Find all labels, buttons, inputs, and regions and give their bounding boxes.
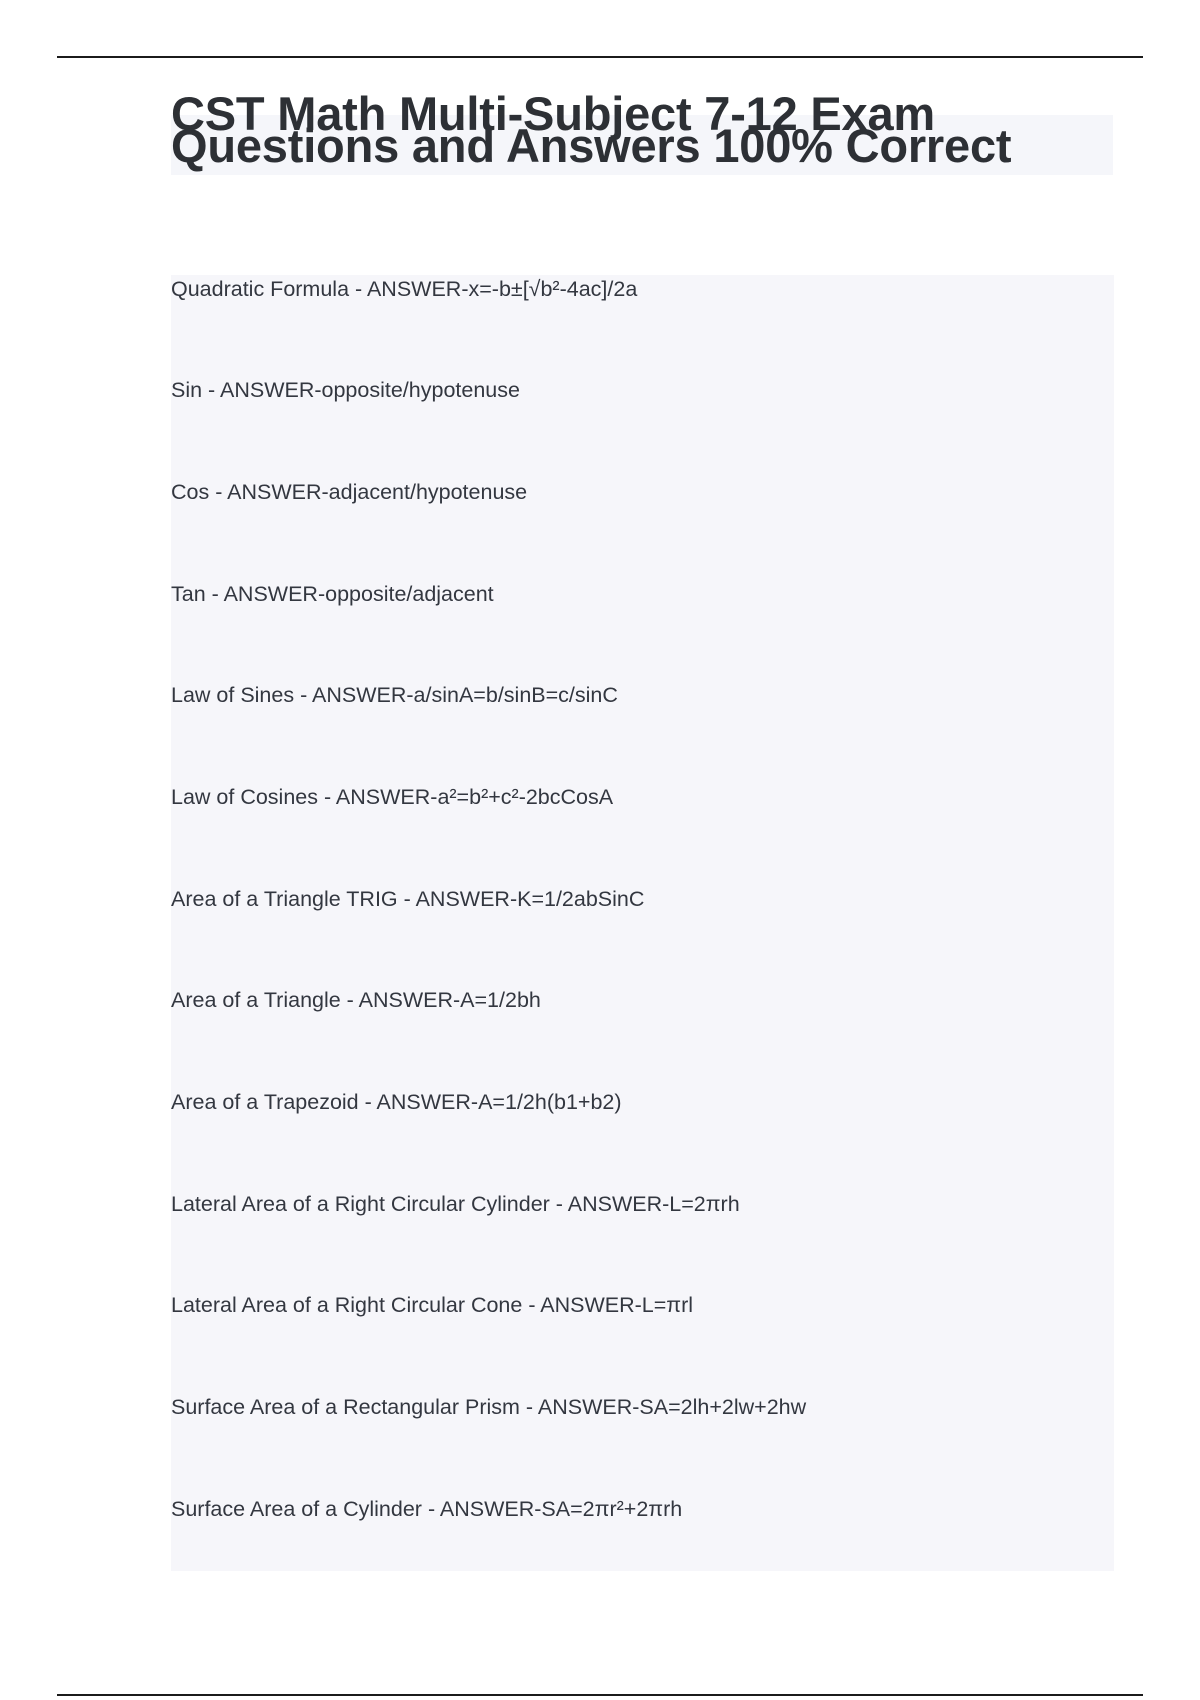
qa-item-area-triangle-trig: Area of a Triangle TRIG - ANSWER-K=1/2abSinC: [171, 887, 645, 911]
qa-item-law-of-sines: Law of Sines - ANSWER-a/sinA=b/sinB=c/sinC: [171, 683, 618, 707]
qa-item-surface-area-prism: Surface Area of a Rectangular Prism - ANSWER-SA=2lh+2lw+2hw: [171, 1395, 807, 1419]
qa-item-quadratic-formula: Quadratic Formula - ANSWER-x=-b±[√b²-4ac]/2a: [171, 277, 638, 301]
qa-item-area-triangle: Area of a Triangle - ANSWER-A=1/2bh: [171, 988, 541, 1012]
document-title: CST Math Multi-Subject 7-12 Exam Questions and Answers 100% Correct: [171, 87, 1012, 172]
qa-item-law-of-cosines: Law of Cosines - ANSWER-a²=b²+c²-2bcCosA: [171, 785, 614, 809]
qa-section: [171, 275, 1114, 1571]
qa-item-area-trapezoid: Area of a Trapezoid - ANSWER-A=1/2h(b1+b2): [171, 1090, 622, 1114]
qa-item-cos: Cos - ANSWER-adjacent/hypotenuse: [171, 480, 528, 504]
qa-item-lateral-area-cylinder: Lateral Area of a Right Circular Cylinder - ANSWER-L=2πrh: [171, 1192, 740, 1216]
qa-item-lateral-area-cone: Lateral Area of a Right Circular Cone - ANSWER-L=πrl: [171, 1293, 694, 1317]
qa-item-tan: Tan - ANSWER-opposite/adjacent: [171, 582, 494, 606]
qa-item-sin: Sin - ANSWER-opposite/hypotenuse: [171, 378, 520, 402]
footer-rule: [57, 1694, 1143, 1696]
qa-item-surface-area-cylinder: Surface Area of a Cylinder - ANSWER-SA=2πr²+2πrh: [171, 1497, 683, 1521]
header-rule: [57, 56, 1143, 58]
